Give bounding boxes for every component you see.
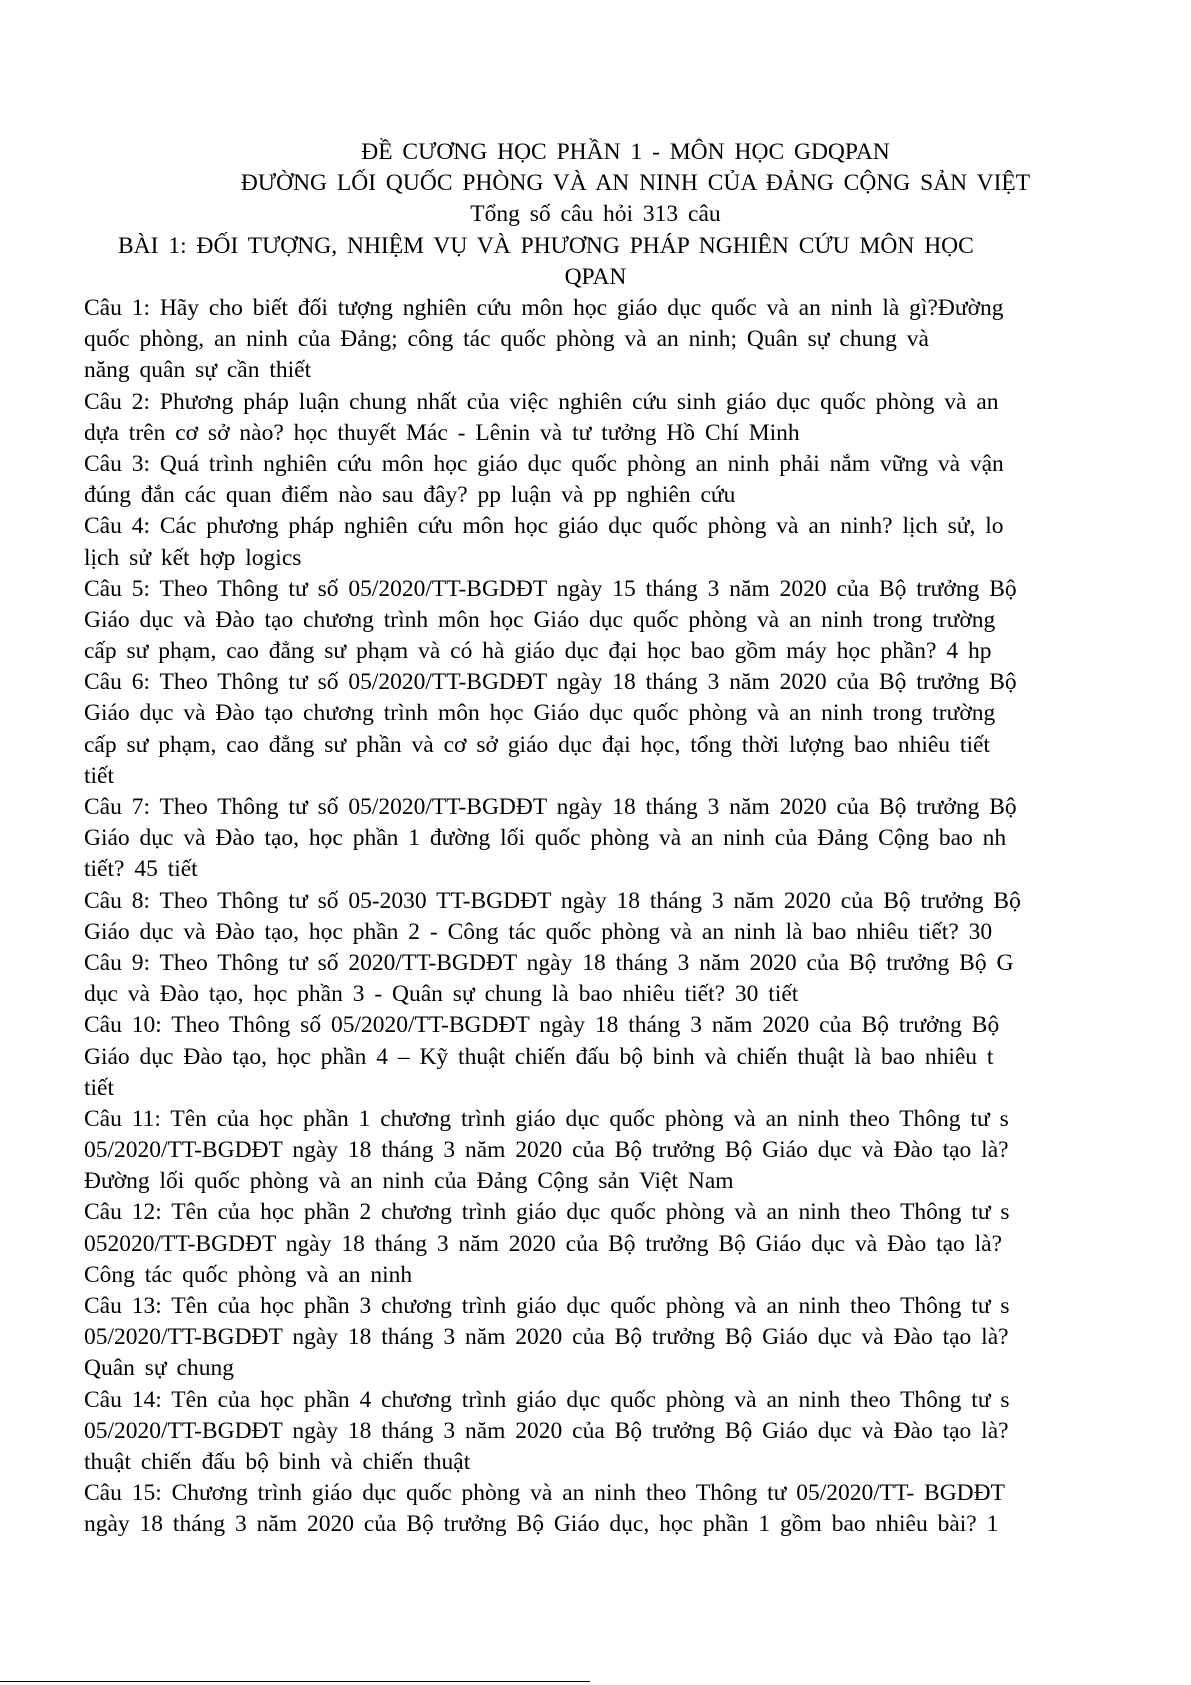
text-line: Giáo dục và Đào tạo, học phần 1 đường lối quốc phòng và an ninh của Đảng Cộng bao nh [84,825,1007,852]
course-title: ĐỀ CƯƠNG HỌC PHẦN 1 - MÔN HỌC GDQPAN [361,139,890,165]
text-line: Câu 13: Tên của học phần 3 chương trình giáo dục quốc phòng và an ninh theo Thông tư s [84,1293,1010,1319]
text-line: Giáo dục và Đào tạo, học phần 2 - Công tác quốc phòng và an ninh là bao nhiêu tiết? 30 [84,918,993,945]
lesson-title-continued: QPAN [564,263,627,290]
text-line: Câu 6: Theo Thông tư số 05/2020/TT-BGDĐT ngày 18 tháng 3 năm 2020 của Bộ trưởng Bộ [84,669,1017,696]
text-line: cấp sư phạm, cao đẳng sư phạm và có hà giáo dục đại học bao gồm máy học phần? 4 hp [84,638,992,665]
text-line: Giáo dục Đào tạo, học phần 4 – Kỹ thuật chiến đấu bộ binh và chiến thuật là bao nhiêu t [84,1043,994,1070]
text-line: 05/2020/TT-BGDĐT ngày 18 tháng 3 năm 2020 của Bộ trưởng Bộ Giáo dục và Đào tạo là? [84,1417,1009,1444]
text-line: Câu 12: Tên của học phần 2 chương trình giáo dục quốc phòng và an ninh theo Thông tư s [84,1199,1010,1226]
text-line: Câu 2: Phương pháp luận chung nhất của việc nghiên cứu sinh giáo dục quốc phòng và an [84,388,999,415]
text-line: tiết? 45 tiết [84,856,198,883]
text-line: đúng đắn các quan điểm nào sau đây? pp luận và pp nghiên cứu [84,482,736,509]
text-line: Câu 1: Hãy cho biết đối tượng nghiên cứu môn học giáo dục quốc và an ninh là gì?Đường [84,295,1004,321]
lesson-title: BÀI 1: ĐỐI TƯỢNG, NHIỆM VỤ VÀ PHƯƠNG PHÁP NGHIÊN CỨU MÔN HỌC [118,232,974,259]
text-line: Giáo dục và Đào tạo chương trình môn học Giáo dục quốc phòng và an ninh trong trường [84,606,996,633]
text-line: Câu 7: Theo Thông tư số 05/2020/TT-BGDĐT ngày 18 tháng 3 năm 2020 của Bộ trưởng Bộ [84,794,1017,820]
text-line: tiết [84,1074,115,1101]
text-line: thuật chiến đấu bộ binh và chiến thuật [84,1448,471,1475]
text-line: Câu 5: Theo Thông tư số 05/2020/TT-BGDĐT ngày 15 tháng 3 năm 2020 của Bộ trưởng Bộ [84,575,1017,602]
question-count: Tổng số câu hỏi 313 câu [470,201,721,228]
text-line: năng quân sự cần thiết [84,357,312,384]
text-line: Câu 8: Theo Thông tư số 05-2030 TT-BGDĐT ngày 18 tháng 3 năm 2020 của Bộ trưởng Bộ [84,887,1021,914]
text-line: lịch sử kết hợp logics [84,544,302,571]
text-line: Câu 10: Theo Thông số 05/2020/TT-BGDĐT ngày 18 tháng 3 năm 2020 của Bộ trưởng Bộ [84,1012,1000,1039]
question-list [84,293,1191,1541]
text-line: 05/2020/TT-BGDĐT ngày 18 tháng 3 năm 2020 của Bộ trưởng Bộ Giáo dục và Đào tạo là? [84,1137,1009,1164]
text-line: tiết [84,762,115,789]
text-line: 052020/TT-BGDĐT ngày 18 tháng 3 năm 2020 của Bộ trưởng Bộ Giáo dục và Đào tạo là? [84,1230,1003,1257]
text-line: 05/2020/TT-BGDĐT ngày 18 tháng 3 năm 2020 của Bộ trưởng Bộ Giáo dục và Đào tạo là? [84,1324,1009,1351]
text-line: dục và Đào tạo, học phần 3 - Quân sự chung là bao nhiêu tiết? 30 tiết [84,981,799,1008]
text-line: Câu 3: Quá trình nghiên cứu môn học giáo dục quốc phòng an ninh phải nắm vững và vận [84,450,1004,477]
text-line: Câu 4: Các phương pháp nghiên cứu môn học giáo dục quốc phòng và an ninh? lịch sử, lo [84,513,1004,540]
text-line: Câu 15: Chương trình giáo dục quốc phòng và an ninh theo Thông tư 05/2020/TT- BGDĐT [84,1480,1005,1507]
text-line: ngày 18 tháng 3 năm 2020 của Bộ trưởng Bộ Giáo dục, học phần 1 gồm bao nhiêu bài? 1 [84,1511,999,1538]
text-line: Giáo dục và Đào tạo chương trình môn học Giáo dục quốc phòng và an ninh trong trường [84,700,996,727]
document-header [0,137,1191,293]
text-line: Công tác quốc phòng và an ninh [84,1261,413,1288]
text-line: Câu 11: Tên của học phần 1 chương trình giáo dục quốc phòng và an ninh theo Thông tư s [84,1105,1009,1132]
text-line: dựa trên cơ sở nào? học thuyết Mác - Lênin và tư tưởng Hồ Chí Minh [84,419,800,446]
text-line: quốc phòng, an ninh của Đảng; công tác quốc phòng và an ninh; Quân sự chung và [84,326,929,353]
text-line: Câu 9: Theo Thông tư số 2020/TT-BGDĐT ngày 18 tháng 3 năm 2020 của Bộ trưởng Bộ G [84,949,1014,976]
text-line: Đường lối quốc phòng và an ninh của Đảng Cộng sản Việt Nam [84,1168,734,1195]
text-line: cấp sư phạm, cao đẳng sư phần và cơ sở giáo dục đại học, tổng thời lượng bao nhiêu tiết [84,731,990,758]
text-line: Quân sự chung [84,1355,234,1382]
course-subtitle: ĐƯỜNG LỐI QUỐC PHÒNG VÀ AN NINH CỦA ĐẢNG CỘNG SẢN VIỆT [240,170,1031,197]
footnote-divider [0,1681,590,1682]
text-line: Câu 14: Tên của học phần 4 chương trình giáo dục quốc phòng và an ninh theo Thông tư s [84,1386,1010,1413]
